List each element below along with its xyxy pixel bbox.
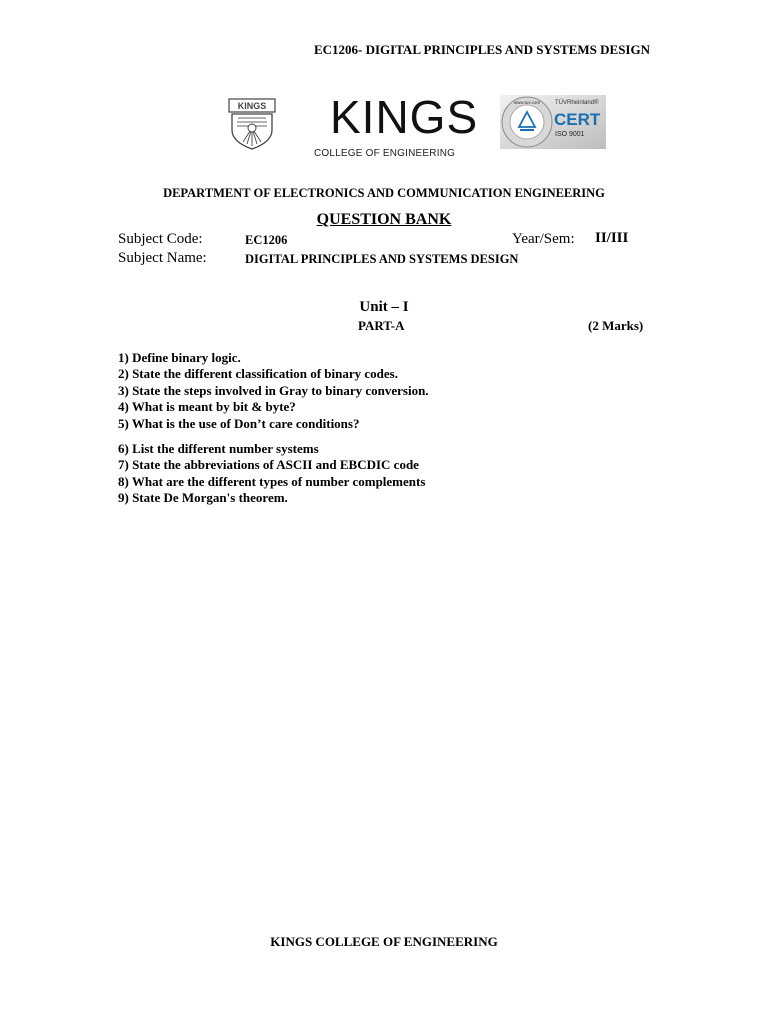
question-item: 4) What is meant by bit & byte?: [118, 399, 296, 415]
document-title: QUESTION BANK: [316, 211, 452, 228]
college-wordmark: KINGS: [330, 91, 479, 143]
department-heading: DEPARTMENT OF ELECTRONICS AND COMMUNICATION ENGINEERING: [163, 186, 605, 200]
subject-name-value: DIGITAL PRINCIPLES AND SYSTEMS DESIGN: [245, 252, 519, 266]
question-item: 6) List the different number systems: [118, 440, 319, 456]
svg-text:CERT: CERT: [554, 110, 601, 129]
year-sem-label: Year/Sem:: [512, 231, 575, 247]
svg-text:www.tuv.com: www.tuv.com: [513, 100, 541, 105]
subject-name-label: Subject Name:: [118, 250, 207, 266]
part-heading: PART-A: [358, 318, 405, 333]
question-item: 8) What are the different types of number complements: [118, 473, 426, 489]
question-item: 2) State the different classification of binary codes.: [118, 366, 398, 382]
page-footer: KINGS COLLEGE OF ENGINEERING: [270, 934, 498, 949]
college-wordmark-subtitle: COLLEGE OF ENGINEERING: [314, 148, 456, 159]
question-item: 9) State De Morgan's theorem.: [118, 490, 288, 506]
course-header: EC1206- DIGITAL PRINCIPLES AND SYSTEMS DESIGN: [313, 42, 650, 57]
question-item: 3) State the steps involved in Gray to binary conversion.: [118, 382, 429, 398]
question-list: [118, 350, 429, 507]
svg-text:TÜVRheinland®: TÜVRheinland®: [555, 100, 599, 106]
subject-code-label: Subject Code:: [118, 231, 203, 247]
question-item: 7) State the abbreviations of ASCII and EBCDIC code: [118, 457, 419, 473]
question-item: 5) What is the use of Don’t care conditions?: [118, 415, 360, 431]
svg-text:ISO 9001: ISO 9001: [555, 131, 585, 138]
subject-code-value: EC1206: [245, 233, 288, 247]
marks-label: (2 Marks): [588, 318, 644, 333]
unit-heading: Unit – I: [359, 299, 409, 315]
svg-text:KINGS: KINGS: [237, 101, 267, 111]
question-item: 1) Define binary logic.: [118, 350, 241, 365]
year-sem-value: II/III: [595, 230, 629, 246]
iso-cert-badge: [500, 95, 606, 149]
college-crest-logo: [226, 98, 278, 150]
